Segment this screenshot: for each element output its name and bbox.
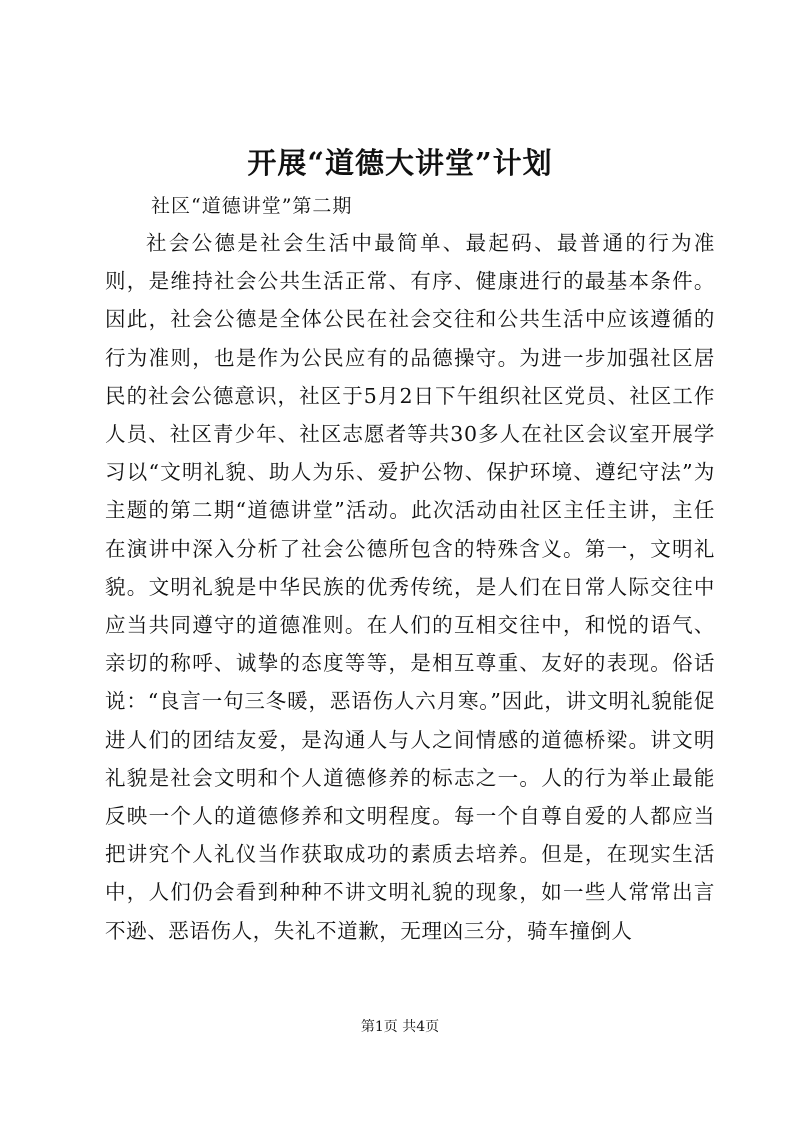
document-subtitle: 社区“道德讲堂”第二期 xyxy=(151,195,353,217)
document-title: 开展“道德大讲堂”计划 xyxy=(247,146,553,180)
page-number: 第1页 共4页 xyxy=(360,1019,440,1035)
body-paragraph: 社会公德是社会生活中最简单、最起码、最普通的行为准则，是维持社会公共生活正常、有序、健康进行的最基本条件。因此，社会公德是全体公民在社会交往和公共生活中应该遵循的行为准则，也是作为公民应有的品德操守。为进一步加强社区居民的社会公德意识，社区于5月2日下午组织社区党员、社区工作人员、社区青少年、社区志愿者等共30多人在社区会议室开展学习以“文明礼貌、助人为乐、爱护公物、保护环境、遵纪守法”为主题的第二期“道德讲堂”活动。此次活动由社区主任主讲，主任在演讲中深入分析了社会公德所包含的特殊含义。第一，文明礼貌。文明礼貌是中华民族的优秀传统，是人们在日常人际交往中应当共同遵守的道德准则。在人们的互相交往中，和悦的语气、亲切的称呼、诚挚的态度等等，是相互尊重、友好的表现。俗话说：“良言一句三冬暖，恶语伤人六月寒。”因此，讲文明礼貌能促进人们的团结友爱，是沟通人与人之间情感的道德桥梁。讲文明礼貌是社会文明和个人道德修养的标志之一。人的行为举止最能反映一个人的道德修养和文明程度。每一个自尊自爱的人都应当把讲究个人礼仪当作获取成功的素质去培养。但是，在现实生活中，人们仍会看到种种不讲文明礼貌的现象，如一些人常常出言不逊、恶语伤人，失礼不道歉，无理凶三分，骑车撞倒人 xyxy=(105,231,715,943)
